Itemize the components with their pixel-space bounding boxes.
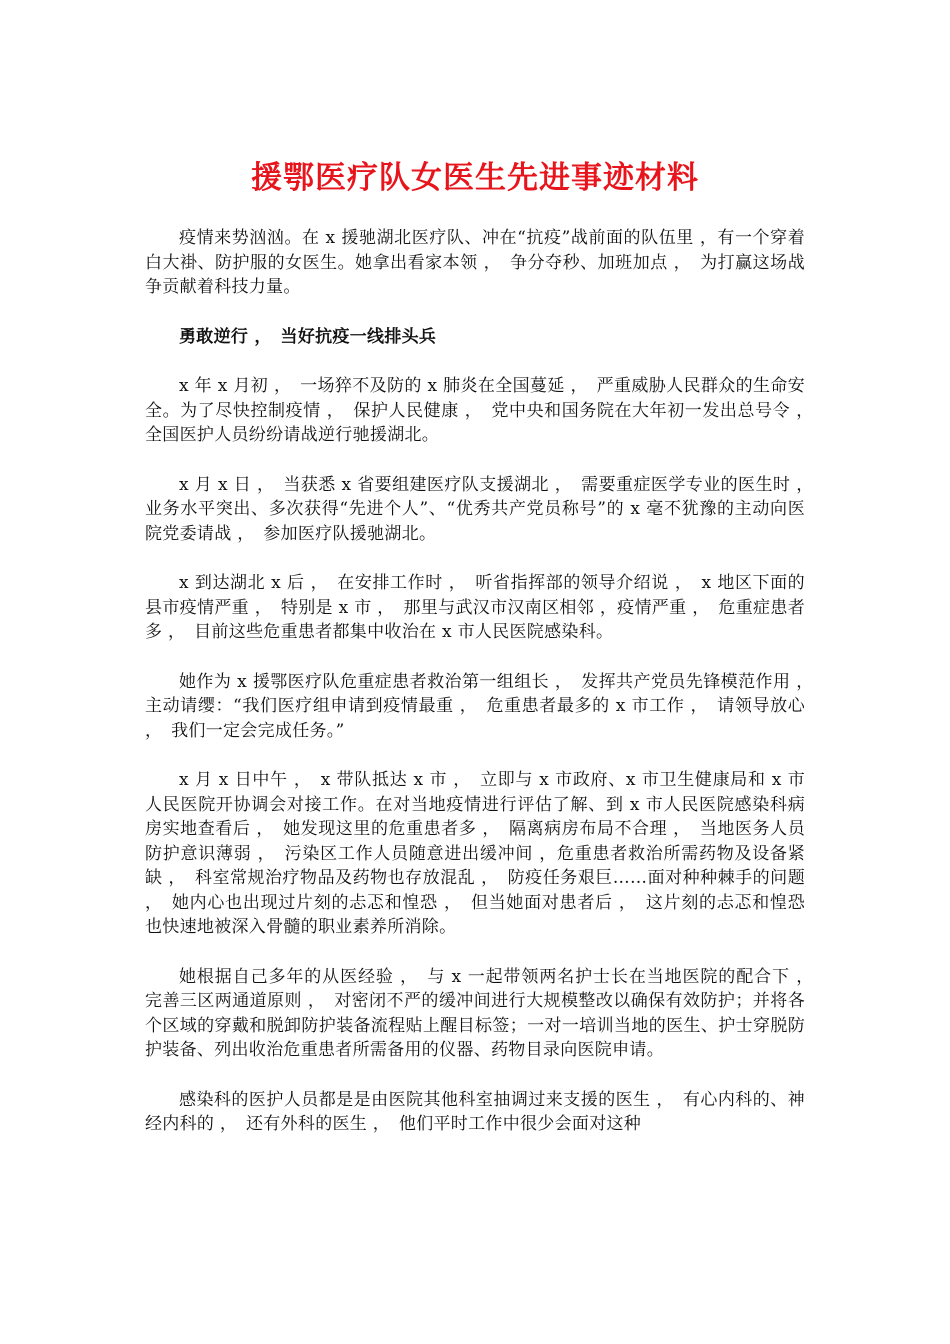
- paragraph: 她作为 x 援鄂医疗队危重症患者救治第一组组长 ， 发挥共产党员先锋模范作用 ， 主动请缨：“我们医疗组申请到疫情最重 ， 危重患者最多的 x 市工作 ， 请领导放心 ， 我们一定会完成任务。”: [145, 671, 823, 741]
- paragraph: x 到达湖北 x 后 ， 在安排工作时 ， 听省指挥部的领导介绍说 ， x 地区下面的县市疫情严重 ， 特别是 x 市 ， 那里与武汉市汉南区相邻 ，疫情严重 ， 危重症患者多 ， 目前这些危重患者都集中收治在 x 市人民医院感染科。: [145, 573, 805, 642]
- paragraph: x 月 x 日 ， 当获悉 x 省要组建医疗队支援湖北 ， 需要重症医学专业的医生时 ， 业务水平突出、多次获得“先进个人”、“优秀共产党员称号”的 x 毫不犹豫的主动向医院党委请战 ， 参加医疗队援驰湖北。: [145, 474, 823, 544]
- paragraph: 感染科的医护人员都是是由医院其他科室抽调过来支援的医生 ， 有心内科的、神经内科的 ， 还有外科的医生 ， 他们平时工作中很少会面对这种: [145, 1089, 805, 1134]
- document-title: 援鄂医疗队女医生先进事迹材料: [251, 160, 699, 196]
- paragraph: x 年 x 月初 ， 一场猝不及防的 x 肺炎在全国蔓延 ， 严重威胁人民群众的生命安全。为了尽快控制疫情 ， 保护人民健康 ， 党中央和国务院在大年初一发出总号令 ， 全国医护人员纷纷请战逆行驰援湖北。: [145, 376, 823, 445]
- section-heading: 勇敢逆行 ， 当好抗疫一线排头兵: [179, 326, 437, 347]
- document-body: [145, 226, 823, 1162]
- paragraph: 她根据自己多年的从医经验 ， 与 x 一起带领两名护士长在当地医院的配合下 ， 完善三区两通道原则 ， 对密闭不严的缓冲间进行大规模整改以确保有效防护；并将各个区域的穿戴和脱卸防护装备流程贴上醒目标签；一对一培训当地的医生、护士穿脱防护装备、列出收治危重患者所需备用的仪器、药物目录向医院申请。: [145, 966, 823, 1060]
- paragraph-intro: 疫情来势汹汹。在 x 援驰湖北医疗队、冲在“抗疫”战前面的队伍里 ，有一个穿着白大褂、防护服的女医生。她拿出看家本领 ， 争分夺秒、加班加点 ， 为打赢这场战争贡献着科技力量。: [145, 228, 805, 297]
- paragraph: x 月 x 日中午 ， x 带队抵达 x 市 ， 立即与 x 市政府、x 市卫生健康局和 x 市人民医院开协调会对接工作。在对当地疫情进行评估了解、到 x 市人民医院感染科病房实地查看后 ， 她发现这里的危重患者多 ， 隔离病房布局不合理 ， 当地医务人员防护意识薄弱 ， 污染区工作人员随意进出缓冲间 ，危重患者救治所需药物及设备紧缺 ， 科室常规治疗物品及药物也存放混乱 ， 防疫任务艰巨……面对种种棘手的问题 ， 她内心也出现过片刻的忐忑和惶恐 ， 但当她面对患者后 ， 这片刻的忐忑和惶恐也快速地被深入骨髓的职业素养所消除。: [145, 770, 805, 937]
